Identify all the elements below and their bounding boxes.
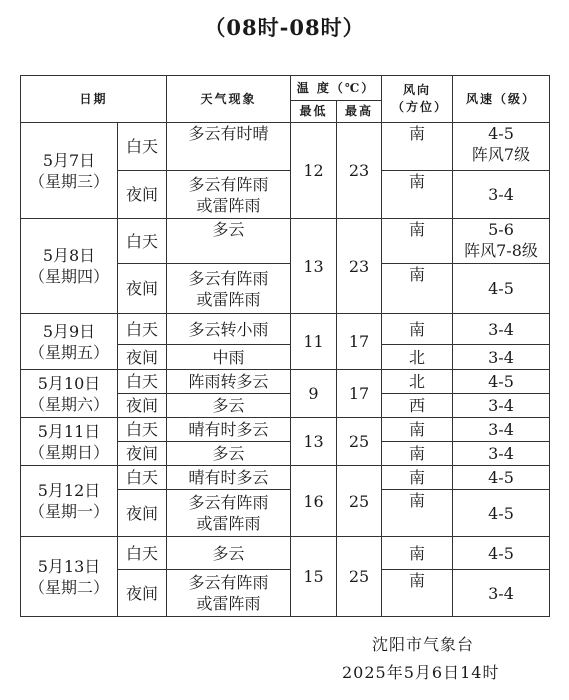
- wind-speed-night: 3-4: [453, 394, 550, 418]
- weather-night: 多云有阵雨或雷阵雨: [167, 570, 291, 617]
- table-row: [21, 370, 550, 394]
- table-row: [21, 219, 550, 264]
- weekday-text: （星期一）: [28, 502, 109, 521]
- weather-night: 多云: [167, 442, 291, 466]
- wind-speed-day: [453, 314, 550, 345]
- wind-dir-night: 西: [382, 394, 453, 418]
- wind-speed-day: [453, 370, 550, 394]
- wind-dir-night: 南: [382, 264, 453, 314]
- period-night-label: 夜间: [118, 345, 167, 370]
- weekday-text: （星期四）: [28, 267, 109, 286]
- forecast-table: [20, 75, 550, 617]
- period-day-label: 白天: [118, 466, 167, 490]
- weather-day: 多云有时晴: [167, 123, 291, 171]
- temp-max-value: 25: [337, 466, 382, 537]
- date-text: 5月10日: [37, 373, 101, 393]
- temp-max-value: 17: [337, 314, 382, 370]
- period-night-label: 夜间: [118, 442, 167, 466]
- period-day-label: 白天: [118, 123, 167, 171]
- header-date: 日期: [21, 76, 167, 123]
- wind-dir-night: 南: [382, 171, 453, 219]
- period-night-label: 夜间: [118, 264, 167, 314]
- weather-day: 晴有时多云: [167, 418, 291, 442]
- wind-speed-text: 4-5: [488, 372, 514, 391]
- date-text: 5月13日: [37, 556, 101, 576]
- weather-night: 多云: [167, 394, 291, 418]
- date-text: 5月7日: [42, 150, 96, 170]
- date-text: 5月11日: [37, 421, 101, 441]
- wind-speed-day: [453, 466, 550, 490]
- weekday-text: （星期六）: [28, 394, 109, 414]
- date-text: 5月12日: [37, 481, 101, 500]
- header-temp-min: 最低: [291, 101, 337, 123]
- weather-day: 多云: [167, 537, 291, 570]
- weather-day: 多云: [167, 219, 291, 264]
- date-text: 5月8日: [42, 246, 96, 265]
- weekday-text: （星期五）: [28, 342, 109, 362]
- weekday-text: （星期三）: [28, 171, 109, 191]
- temp-min-value: 13: [291, 418, 337, 466]
- gust-text: 阵风7-8级: [464, 241, 538, 260]
- wind-speed-text: 4-5: [488, 124, 514, 143]
- wind-speed-night: 4-5: [453, 264, 550, 314]
- weather-day: 多云转小雨: [167, 314, 291, 345]
- wind-speed-text: 3-4: [488, 319, 514, 339]
- date-cell: [21, 537, 118, 617]
- temp-min-value: 15: [291, 537, 337, 617]
- date-cell: [21, 466, 118, 537]
- temp-min-value: 9: [291, 370, 337, 418]
- issue-time: 2025年5月6日14时: [342, 663, 500, 682]
- header-temp-max: 最高: [337, 101, 382, 123]
- table-row: [21, 314, 550, 345]
- period-day-label: 白天: [118, 418, 167, 442]
- weather-day: 晴有时多云: [167, 466, 291, 490]
- wind-speed-text: 4-5: [488, 543, 514, 563]
- period-day-label: 白天: [118, 314, 167, 345]
- period-night-label: 夜间: [118, 570, 167, 617]
- weather-night: 多云有阵雨或雷阵雨: [167, 171, 291, 219]
- wind-speed-night: 3-4: [453, 442, 550, 466]
- period-night-label: 夜间: [118, 490, 167, 537]
- date-cell: [21, 219, 118, 314]
- header-weather: 天气现象: [167, 76, 291, 123]
- temp-min-value: 16: [291, 466, 337, 537]
- issuing-office: 沈阳市气象台: [372, 635, 475, 654]
- wind-dir-day: 北: [382, 370, 453, 394]
- temp-max-value: 25: [337, 418, 382, 466]
- weather-day: 阵雨转多云: [167, 370, 291, 394]
- date-cell: [21, 314, 118, 370]
- wind-dir-day: 南: [382, 418, 453, 442]
- table-row: [21, 123, 550, 171]
- wind-speed-text: 3-4: [488, 420, 514, 439]
- temp-min-value: 11: [291, 314, 337, 370]
- date-cell: [21, 370, 118, 418]
- wind-speed-text: 5-6: [488, 220, 514, 239]
- temp-max-value: 17: [337, 370, 382, 418]
- date-cell: [21, 123, 118, 219]
- wind-dir-night: 北: [382, 345, 453, 370]
- wind-dir-day: 南: [382, 314, 453, 345]
- weather-night: 中雨: [167, 345, 291, 370]
- temp-max-value: 23: [337, 219, 382, 314]
- weekday-text: （星期日）: [28, 442, 109, 462]
- date-cell: [21, 418, 118, 466]
- header-wind-speed: 风速（级）: [453, 76, 550, 123]
- table-row: [21, 537, 550, 570]
- temp-max-value: 23: [337, 123, 382, 219]
- wind-speed-night: 4-5: [453, 490, 550, 537]
- wind-speed-day: [453, 418, 550, 442]
- temp-min-value: 13: [291, 219, 337, 314]
- header-temp: 温 度（℃）: [291, 76, 382, 101]
- wind-dir-night: 南: [382, 490, 453, 537]
- page-title: （08时-08时）: [204, 15, 365, 40]
- wind-speed-night: 3-4: [453, 570, 550, 617]
- wind-dir-night: 南: [382, 442, 453, 466]
- period-night-label: 夜间: [118, 171, 167, 219]
- weather-night: 多云有阵雨或雷阵雨: [167, 490, 291, 537]
- header-wind-dir-text: 风向（方位）: [392, 83, 449, 114]
- table-row: [21, 466, 550, 490]
- temp-max-value: 25: [337, 537, 382, 617]
- wind-dir-day: 南: [382, 219, 453, 264]
- wind-dir-day: 南: [382, 537, 453, 570]
- table-row: [21, 418, 550, 442]
- period-day-label: 白天: [118, 370, 167, 394]
- temp-min-value: 12: [291, 123, 337, 219]
- wind-speed-day: [453, 537, 550, 570]
- period-day-label: 白天: [118, 537, 167, 570]
- wind-dir-day: 南: [382, 123, 453, 171]
- gust-text: 阵风7级: [471, 145, 531, 164]
- date-text: 5月9日: [42, 321, 96, 341]
- weather-night: 多云有阵雨或雷阵雨: [167, 264, 291, 314]
- weekday-text: （星期二）: [28, 577, 109, 597]
- period-day-label: 白天: [118, 219, 167, 264]
- wind-dir-day: 南: [382, 466, 453, 490]
- header-wind-dir: [382, 76, 453, 123]
- wind-dir-night: 南: [382, 570, 453, 617]
- period-night-label: 夜间: [118, 394, 167, 418]
- wind-speed-day: [453, 123, 550, 171]
- wind-speed-night: 3-4: [453, 171, 550, 219]
- wind-speed-night: 3-4: [453, 345, 550, 370]
- wind-speed-text: 4-5: [488, 468, 514, 487]
- wind-speed-day: [453, 219, 550, 264]
